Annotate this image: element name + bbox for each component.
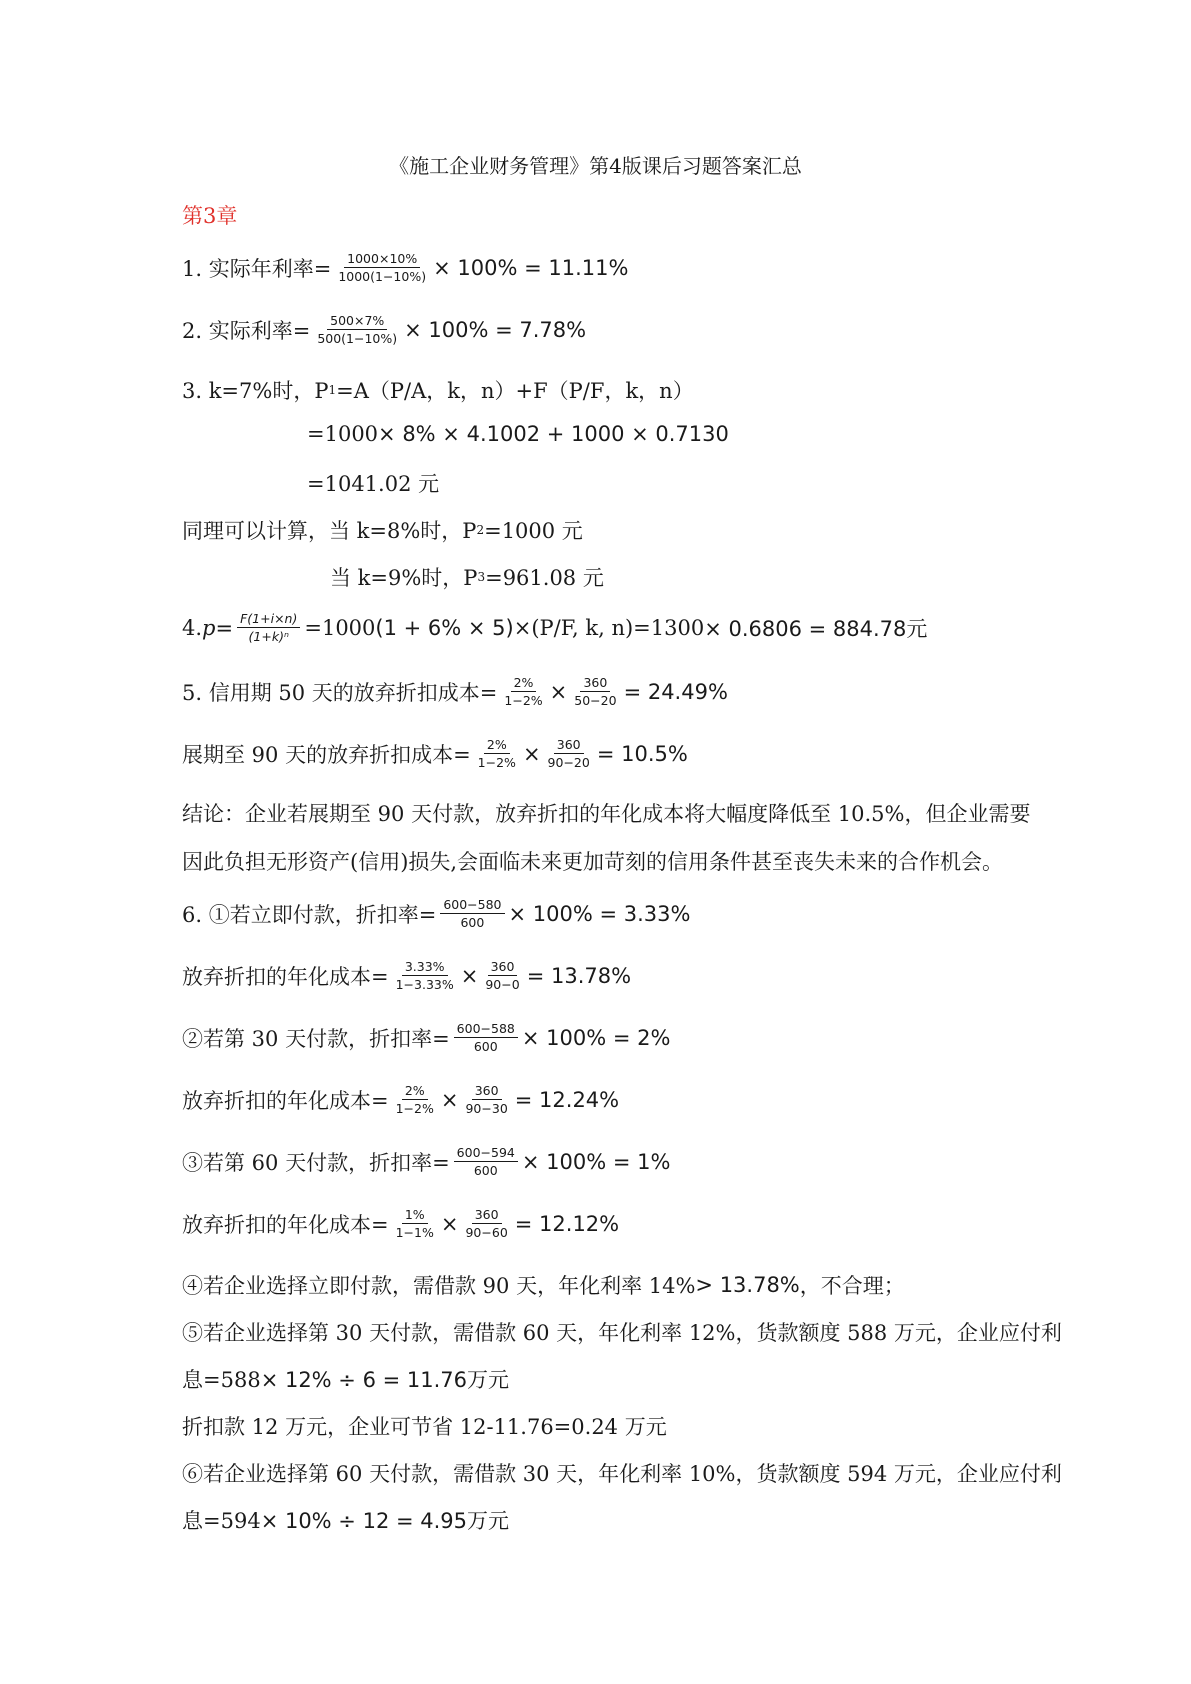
- answer-6-5-saving: 折扣款 12 万元，企业可节省 12-11.76=0.24 万元: [182, 1415, 667, 1439]
- conclusion-line-1: 结论：企业若展期至 90 天付款，放弃折扣的年化成本将大幅度降低至 10.5%，但企业需要: [182, 802, 1031, 826]
- answer-6-2-cost: 放弃折扣的年化成本= $\frac{2\%}{1-2\%}$ × $\frac{360}{90-30}$ = 12.24%: [182, 1083, 620, 1117]
- fraction: $\frac{F(1+i\times n)}{\text{(1+k)ⁿ}}$: [237, 612, 300, 643]
- answer-3-step-3: 同理可以计算，当 k=8%时，P 2 =1000 元: [182, 519, 583, 543]
- fraction: $\frac{360}{90-60}$: [465, 1207, 508, 1241]
- answer-5-extended: 展期至 90 天的放弃折扣成本= $\frac{2\%}{1-2\%}$ × $\frac{360}{90-20}$ = 10.5%: [182, 737, 688, 771]
- fraction: $\frac{2\%}{1-2\%}$: [395, 1083, 434, 1117]
- answer-4: 4. p = $\frac{F(1+i\times n)}{\text{(1+k)ⁿ}}$ =1000 (1 + 6% × 5) ×(P/F, k, n)=1300 × 0.6806 = 884.78元: [182, 611, 928, 645]
- fraction: $\frac{2\%}{1-2\%}$: [504, 675, 543, 709]
- answer-3: 3. k=7%时，P 1 =A（P/A，k，n）+F（P/F，k，n）: [182, 379, 694, 403]
- fraction: $\frac{1\%}{1-1\%}$: [395, 1207, 434, 1241]
- fraction: $\frac{600-588}{600}$: [454, 1022, 518, 1053]
- answer-6-1-cost: 放弃折扣的年化成本= $\frac{3.33\%}{1-3.33\%}$ × $\frac{360}{90-0}$ = 13.78%: [182, 959, 632, 993]
- answer-6-5: ⑤若企业选择第 30 天付款，需借款 60 天，年化利率 12%，货款额度 588 万元，企业应付利: [182, 1321, 1062, 1345]
- fraction: $\frac{2\%}{1-2\%}$: [477, 737, 516, 771]
- answer-6-3: ③若第 60 天付款，折扣率= $\frac{600-594}{600}$ × 100% = 1%: [182, 1145, 671, 1179]
- answer-3-step-2: =1041.02 元: [307, 472, 440, 496]
- answer-6-5-interest: 息=588 × 12% ÷ 6 = 11.76万元: [182, 1368, 510, 1392]
- chapter-heading: 第3章: [182, 204, 238, 228]
- answer-6-3-cost: 放弃折扣的年化成本= $\frac{1\%}{1-1\%}$ × $\frac{360}{90-60}$ = 12.12%: [182, 1207, 620, 1241]
- fraction: $\frac{1000\times 10\%}{1000(1-10\%)}$: [338, 251, 427, 285]
- answer-6-6: ⑥若企业选择第 60 天付款，需借款 30 天，年化利率 10%，货款额度 594 万元，企业应付利: [182, 1462, 1062, 1486]
- fraction: $\frac{500\times 7\%}{500(1-10\%)}$: [317, 313, 398, 347]
- answer-6-4: ④若企业选择立即付款，需借款 90 天，年化利率 14% > 13.78% ，不合理；: [182, 1273, 905, 1298]
- answer-6-2: ②若第 30 天付款，折扣率= $\frac{600-588}{600}$ × 100% = 2%: [182, 1021, 671, 1055]
- fraction: $\frac{600-580}{600}$: [440, 898, 504, 929]
- answer-3-step-1: =1000 × 8% × 4.1002 + 1000 × 0.7130: [307, 422, 729, 446]
- answer-1: 1. 实际年利率= $\frac{1000\times 10\%}{1000(1-10\%)}$ × 100% = 11.11%: [182, 251, 629, 285]
- fraction: $\frac{360}{90-20}$: [547, 737, 590, 771]
- fraction: $\frac{360}{90-0}$: [485, 959, 520, 993]
- document-title: 《施工企业财务管理》第4版课后习题答案汇总: [389, 154, 802, 178]
- fraction: $\frac{360}{50-20}$: [574, 675, 617, 709]
- conclusion-line-2: 因此负担无形资产(信用)损失,会面临未来更加苛刻的信用条件甚至丧失未来的合作机会。: [182, 850, 1004, 874]
- fraction: $\frac{3.33\%}{1-3.33\%}$: [395, 959, 454, 993]
- fraction: $\frac{600-594}{600}$: [454, 1146, 518, 1177]
- answer-3-step-4: 当 k=9%时，P 3 =961.08 元: [330, 566, 604, 590]
- answer-6-1: 6. ①若立即付款，折扣率= $\frac{600-580}{600}$ × 100% = 3.33%: [182, 897, 691, 931]
- answer-2: 2. 实际利率= $\frac{500\times 7\%}{500(1-10\%)}$ × 100% = 7.78%: [182, 313, 587, 347]
- answer-5: 5. 信用期 50 天的放弃折扣成本= $\frac{2\%}{1-2\%}$ × $\frac{360}{50-20}$ = 24.49%: [182, 675, 728, 709]
- fraction: $\frac{360}{90-30}$: [465, 1083, 508, 1117]
- answer-6-6-interest: 息=594 × 10% ÷ 12 = 4.95万元: [182, 1509, 510, 1533]
